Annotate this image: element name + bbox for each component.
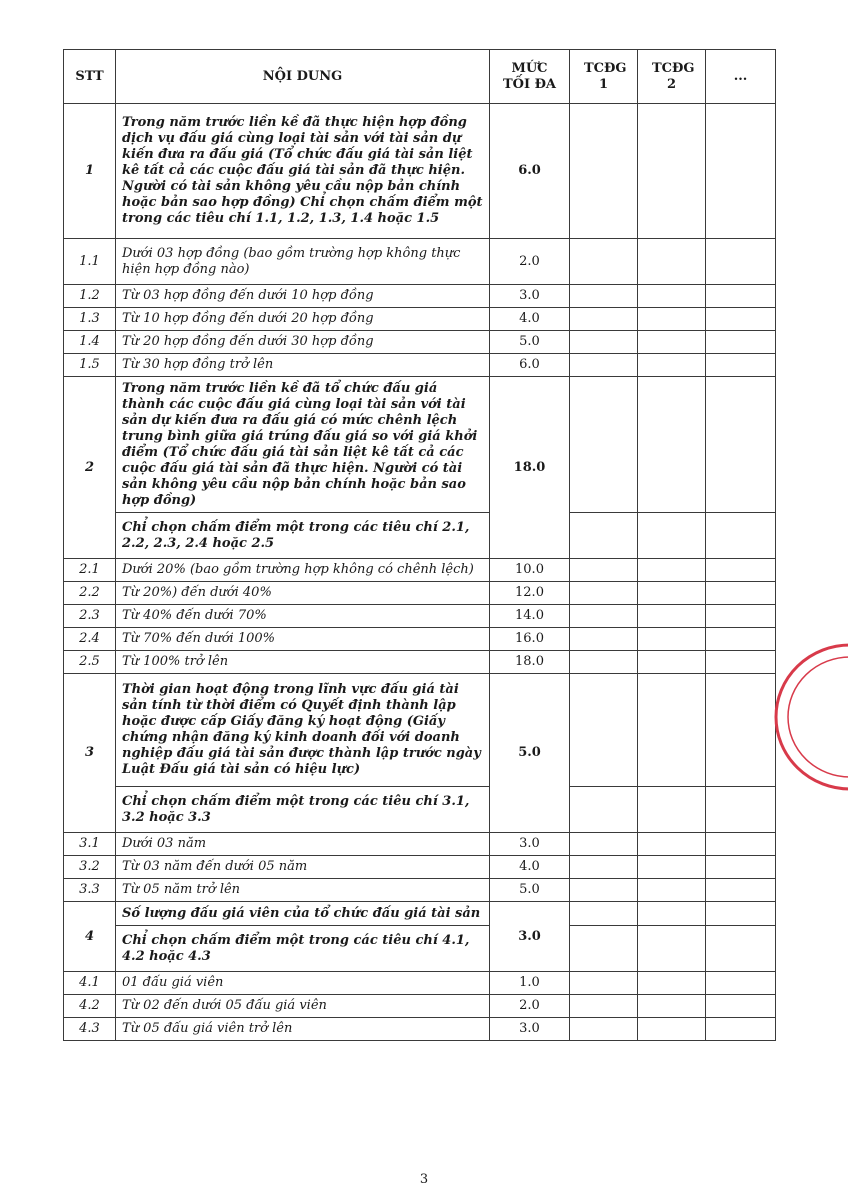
table-row bbox=[64, 285, 776, 308]
cell-more bbox=[706, 605, 776, 628]
row-subcontent: Chỉ chọn chấm điểm một trong các tiêu chí 4.1, 4.2 hoặc 4.3 bbox=[116, 926, 490, 972]
table-row bbox=[64, 787, 776, 833]
cell-tcdg-2 bbox=[638, 972, 706, 995]
cell-tcdg-2 bbox=[638, 559, 706, 582]
cell-tcdg-1 bbox=[570, 651, 638, 674]
cell-tcdg-2 bbox=[638, 377, 706, 513]
cell-tcdg-1 bbox=[570, 972, 638, 995]
cell-tcdg-1 bbox=[570, 285, 638, 308]
row-content: Dưới 03 hợp đồng (bao gồm trường hợp không thực hiện hợp đồng nào) bbox=[116, 239, 490, 285]
row-stt: 3.1 bbox=[64, 833, 116, 856]
cell-tcdg-2 bbox=[638, 833, 706, 856]
table-row bbox=[64, 605, 776, 628]
row-stt: 2 bbox=[64, 377, 116, 559]
row-content: Trong năm trước liền kề đã thực hiện hợp đồng dịch vụ đấu giá cùng loại tài sản với tài sản dự kiến đưa ra đấu giá (Tổ chức đấu giá tài sản liệt kê tất cả các cuộc đấu giá tài sản đã thực hiện. Người có tài sản không yêu cầu nộp bản chính hoặc bản sao hợp đồng) Chỉ chọn chấm điểm một trong các tiêu chí 1.1, 1.2, 1.3, 1.4 hoặc 1.5 bbox=[116, 104, 490, 239]
row-stt: 2.1 bbox=[64, 559, 116, 582]
cell-more bbox=[706, 995, 776, 1018]
cell-more bbox=[706, 1018, 776, 1041]
row-max: 12.0 bbox=[490, 582, 570, 605]
cell-tcdg-1 bbox=[570, 559, 638, 582]
row-max: 5.0 bbox=[490, 674, 570, 833]
row-stt: 2.2 bbox=[64, 582, 116, 605]
row-content: Từ 30 hợp đồng trở lên bbox=[116, 354, 490, 377]
row-max: 1.0 bbox=[490, 972, 570, 995]
cell-tcdg-2 bbox=[638, 1018, 706, 1041]
cell-tcdg-1 bbox=[570, 879, 638, 902]
cell-more bbox=[706, 308, 776, 331]
row-content: Từ 100% trở lên bbox=[116, 651, 490, 674]
cell-tcdg-1 bbox=[570, 513, 638, 559]
header-content: NỘI DUNG bbox=[116, 50, 490, 104]
row-stt: 4.2 bbox=[64, 995, 116, 1018]
row-stt: 1.2 bbox=[64, 285, 116, 308]
row-stt: 2.3 bbox=[64, 605, 116, 628]
row-subcontent: Chỉ chọn chấm điểm một trong các tiêu chí 2.1, 2.2, 2.3, 2.4 hoặc 2.5 bbox=[116, 513, 490, 559]
table-row bbox=[64, 1018, 776, 1041]
cell-more bbox=[706, 879, 776, 902]
row-content: Thời gian hoạt động trong lĩnh vực đấu giá tài sản tính từ thời điểm có Quyết định thành lập hoặc được cấp Giấy đăng ký hoạt động (Giấy chứng nhận đăng ký kinh doanh đối với doanh nghiệp đấu giá tài sản được thành lập trước ngày Luật Đấu giá tài sản có hiệu lực) bbox=[116, 674, 490, 787]
cell-tcdg-1 bbox=[570, 674, 638, 787]
row-content: Trong năm trước liền kề đã tổ chức đấu giá thành các cuộc đấu giá cùng loại tài sản với tài sản dự kiến đưa ra đấu giá có mức chênh lệch trung bình giữa giá trúng đấu giá so với giá khởi điểm (Tổ chức đấu giá tài sản liệt kê tất cả các cuộc đấu giá tài sản đã thực hiện. Người có tài sản không yêu cầu nộp bản chính hoặc bản sao hợp đồng) bbox=[116, 377, 490, 513]
cell-more bbox=[706, 513, 776, 559]
cell-tcdg-2 bbox=[638, 308, 706, 331]
row-max: 3.0 bbox=[490, 902, 570, 972]
cell-tcdg-1 bbox=[570, 902, 638, 926]
row-subcontent: Chỉ chọn chấm điểm một trong các tiêu chí 3.1, 3.2 hoặc 3.3 bbox=[116, 787, 490, 833]
cell-tcdg-2 bbox=[638, 628, 706, 651]
company-stamp bbox=[772, 642, 848, 792]
row-max: 6.0 bbox=[490, 354, 570, 377]
row-stt: 1.4 bbox=[64, 331, 116, 354]
cell-tcdg-2 bbox=[638, 605, 706, 628]
row-max: 3.0 bbox=[490, 833, 570, 856]
cell-tcdg-1 bbox=[570, 605, 638, 628]
row-content: Từ 40% đến dưới 70% bbox=[116, 605, 490, 628]
cell-more bbox=[706, 331, 776, 354]
cell-tcdg-2 bbox=[638, 239, 706, 285]
table-header-row bbox=[64, 50, 776, 104]
row-content: Từ 05 năm trở lên bbox=[116, 879, 490, 902]
table-row bbox=[64, 354, 776, 377]
row-max: 4.0 bbox=[490, 856, 570, 879]
row-stt: 1.5 bbox=[64, 354, 116, 377]
row-stt: 1.3 bbox=[64, 308, 116, 331]
cell-tcdg-1 bbox=[570, 104, 638, 239]
header-tcdg-2: TCĐG 2 bbox=[638, 50, 706, 104]
row-content: Từ 03 năm đến dưới 05 năm bbox=[116, 856, 490, 879]
row-max: 18.0 bbox=[490, 377, 570, 559]
row-stt: 2.5 bbox=[64, 651, 116, 674]
table-row bbox=[64, 239, 776, 285]
table-row bbox=[64, 926, 776, 972]
cell-more bbox=[706, 902, 776, 926]
row-max: 5.0 bbox=[490, 331, 570, 354]
header-tcdg-1: TCĐG 1 bbox=[570, 50, 638, 104]
row-max: 2.0 bbox=[490, 239, 570, 285]
table-row bbox=[64, 833, 776, 856]
row-stt: 1 bbox=[64, 104, 116, 239]
cell-more bbox=[706, 239, 776, 285]
row-content: Từ 03 hợp đồng đến dưới 10 hợp đồng bbox=[116, 285, 490, 308]
row-content: Từ 10 hợp đồng đến dưới 20 hợp đồng bbox=[116, 308, 490, 331]
row-content: Số lượng đấu giá viên của tổ chức đấu giá tài sản bbox=[116, 902, 490, 926]
table-row bbox=[64, 513, 776, 559]
row-stt: 4.3 bbox=[64, 1018, 116, 1041]
cell-more bbox=[706, 285, 776, 308]
row-max: 6.0 bbox=[490, 104, 570, 239]
row-content: Từ 20 hợp đồng đến dưới 30 hợp đồng bbox=[116, 331, 490, 354]
cell-more bbox=[706, 972, 776, 995]
table-row bbox=[64, 879, 776, 902]
cell-tcdg-1 bbox=[570, 331, 638, 354]
header-max: MỨC TỐI ĐA bbox=[490, 50, 570, 104]
cell-tcdg-2 bbox=[638, 331, 706, 354]
cell-more bbox=[706, 628, 776, 651]
cell-tcdg-2 bbox=[638, 787, 706, 833]
table-row bbox=[64, 856, 776, 879]
cell-tcdg-2 bbox=[638, 513, 706, 559]
table-row bbox=[64, 995, 776, 1018]
row-max: 2.0 bbox=[490, 995, 570, 1018]
cell-tcdg-1 bbox=[570, 308, 638, 331]
cell-tcdg-2 bbox=[638, 285, 706, 308]
cell-tcdg-2 bbox=[638, 104, 706, 239]
row-content: Dưới 03 năm bbox=[116, 833, 490, 856]
row-max: 5.0 bbox=[490, 879, 570, 902]
cell-more bbox=[706, 377, 776, 513]
row-content: Từ 70% đến dưới 100% bbox=[116, 628, 490, 651]
table-row bbox=[64, 651, 776, 674]
cell-more bbox=[706, 926, 776, 972]
cell-tcdg-1 bbox=[570, 926, 638, 972]
cell-tcdg-2 bbox=[638, 674, 706, 787]
row-content: Từ 20%) đến dưới 40% bbox=[116, 582, 490, 605]
page-number: 3 bbox=[419, 1172, 429, 1187]
cell-tcdg-2 bbox=[638, 354, 706, 377]
cell-tcdg-1 bbox=[570, 833, 638, 856]
row-max: 4.0 bbox=[490, 308, 570, 331]
row-max: 18.0 bbox=[490, 651, 570, 674]
row-stt: 3.2 bbox=[64, 856, 116, 879]
table-row bbox=[64, 582, 776, 605]
cell-more bbox=[706, 674, 776, 787]
table-row bbox=[64, 377, 776, 513]
cell-tcdg-2 bbox=[638, 856, 706, 879]
cell-tcdg-1 bbox=[570, 1018, 638, 1041]
cell-tcdg-1 bbox=[570, 787, 638, 833]
cell-tcdg-2 bbox=[638, 582, 706, 605]
row-max: 16.0 bbox=[490, 628, 570, 651]
table-row bbox=[64, 628, 776, 651]
table-row bbox=[64, 972, 776, 995]
scoring-table bbox=[63, 49, 776, 1041]
cell-tcdg-1 bbox=[570, 239, 638, 285]
row-max: 10.0 bbox=[490, 559, 570, 582]
row-stt: 3 bbox=[64, 674, 116, 833]
row-max: 14.0 bbox=[490, 605, 570, 628]
header-more: ... bbox=[706, 50, 776, 104]
cell-tcdg-1 bbox=[570, 856, 638, 879]
table-row bbox=[64, 104, 776, 239]
row-stt: 4 bbox=[64, 902, 116, 972]
cell-more bbox=[706, 582, 776, 605]
table-row bbox=[64, 308, 776, 331]
cell-more bbox=[706, 833, 776, 856]
table-row bbox=[64, 331, 776, 354]
cell-tcdg-2 bbox=[638, 995, 706, 1018]
cell-more bbox=[706, 856, 776, 879]
cell-tcdg-2 bbox=[638, 926, 706, 972]
cell-more bbox=[706, 651, 776, 674]
cell-tcdg-1 bbox=[570, 628, 638, 651]
cell-more bbox=[706, 354, 776, 377]
row-content: Từ 02 đến dưới 05 đấu giá viên bbox=[116, 995, 490, 1018]
stamp-ring-icon bbox=[772, 642, 848, 792]
cell-more bbox=[706, 104, 776, 239]
cell-more bbox=[706, 559, 776, 582]
cell-tcdg-2 bbox=[638, 651, 706, 674]
row-content: Dưới 20% (bao gồm trường hợp không có chênh lệch) bbox=[116, 559, 490, 582]
row-stt: 1.1 bbox=[64, 239, 116, 285]
cell-tcdg-2 bbox=[638, 902, 706, 926]
cell-tcdg-1 bbox=[570, 995, 638, 1018]
table-row bbox=[64, 902, 776, 926]
row-max: 3.0 bbox=[490, 1018, 570, 1041]
row-stt: 2.4 bbox=[64, 628, 116, 651]
row-content: Từ 05 đấu giá viên trở lên bbox=[116, 1018, 490, 1041]
row-stt: 4.1 bbox=[64, 972, 116, 995]
cell-tcdg-1 bbox=[570, 582, 638, 605]
cell-tcdg-2 bbox=[638, 879, 706, 902]
row-stt: 3.3 bbox=[64, 879, 116, 902]
header-stt: STT bbox=[64, 50, 116, 104]
table-row bbox=[64, 559, 776, 582]
table-row bbox=[64, 674, 776, 787]
cell-tcdg-1 bbox=[570, 377, 638, 513]
cell-more bbox=[706, 787, 776, 833]
row-content: 01 đấu giá viên bbox=[116, 972, 490, 995]
row-max: 3.0 bbox=[490, 285, 570, 308]
cell-tcdg-1 bbox=[570, 354, 638, 377]
